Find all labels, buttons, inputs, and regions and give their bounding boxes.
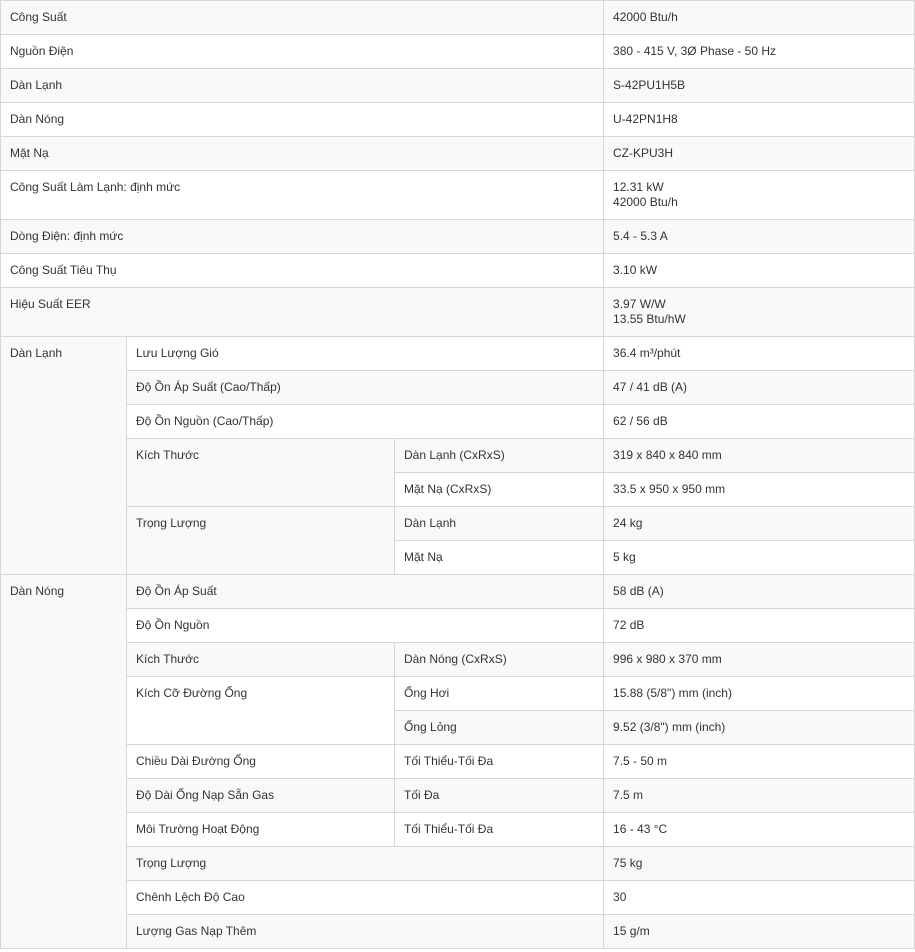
spec-value-line: 13.55 Btu/hW — [613, 312, 686, 326]
spec-value: 7.5 - 50 m — [604, 745, 915, 779]
spec-value: 319 x 840 x 840 mm — [604, 439, 915, 473]
table-row — [1, 171, 915, 220]
spec-label: Chênh Lệch Độ Cao — [127, 881, 604, 915]
table-row — [1, 677, 915, 711]
table-row — [1, 813, 915, 847]
spec-label: Chiều Dài Đường Ống — [127, 745, 395, 779]
spec-label: Độ Ồn Nguồn (Cao/Thấp) — [127, 405, 604, 439]
spec-sub-label: Dàn Nóng (CxRxS) — [395, 643, 604, 677]
spec-label: Dàn Lạnh — [1, 69, 604, 103]
spec-label: Kích Cỡ Đường Ống — [127, 677, 395, 745]
spec-value: 58 dB (A) — [604, 575, 915, 609]
table-row — [1, 337, 915, 371]
table-row — [1, 847, 915, 881]
spec-value-line: 3.97 W/W — [613, 297, 666, 311]
spec-sub-label: Ống Hơi — [395, 677, 604, 711]
spec-value: 30 — [604, 881, 915, 915]
spec-label: Môi Trường Hoạt Động — [127, 813, 395, 847]
spec-value: 15.88 (5/8") mm (inch) — [604, 677, 915, 711]
spec-label: Trọng Lượng — [127, 507, 395, 575]
spec-label: Hiệu Suất EER — [1, 288, 604, 337]
spec-value: 3.10 kW — [604, 254, 915, 288]
table-row — [1, 288, 915, 337]
spec-value: 75 kg — [604, 847, 915, 881]
table-row — [1, 220, 915, 254]
group-label-indoor: Dàn Lạnh — [1, 337, 127, 575]
spec-value: 42000 Btu/h — [604, 1, 915, 35]
spec-sub-label: Dàn Lạnh — [395, 507, 604, 541]
spec-label: Công Suất Tiêu Thụ — [1, 254, 604, 288]
table-row — [1, 575, 915, 609]
spec-label: Kích Thước — [127, 643, 395, 677]
table-row — [1, 881, 915, 915]
spec-value: 15 g/m — [604, 915, 915, 949]
spec-label: Lưu Lượng Gió — [127, 337, 604, 371]
table-row — [1, 1, 915, 35]
spec-label: Độ Ồn Nguồn — [127, 609, 604, 643]
table-row — [1, 137, 915, 171]
spec-value: 47 / 41 dB (A) — [604, 371, 915, 405]
table-row — [1, 439, 915, 473]
spec-value: 36.4 m³/phút — [604, 337, 915, 371]
spec-label: Độ Ồn Áp Suất — [127, 575, 604, 609]
spec-label: Độ Dài Ống Nạp Sẵn Gas — [127, 779, 395, 813]
table-row — [1, 103, 915, 137]
spec-value — [604, 171, 915, 220]
spec-value: 7.5 m — [604, 779, 915, 813]
spec-value: U-42PN1H8 — [604, 103, 915, 137]
table-row — [1, 405, 915, 439]
table-row — [1, 643, 915, 677]
table-row — [1, 371, 915, 405]
group-label-outdoor: Dàn Nóng — [1, 575, 127, 949]
spec-label: Kích Thước — [127, 439, 395, 507]
spec-value: 9.52 (3/8") mm (inch) — [604, 711, 915, 745]
spec-label: Công Suất — [1, 1, 604, 35]
spec-value-line: 42000 Btu/h — [613, 195, 678, 209]
table-row — [1, 915, 915, 949]
spec-sub-label: Ống Lỏng — [395, 711, 604, 745]
spec-value: 380 - 415 V, 3Ø Phase - 50 Hz — [604, 35, 915, 69]
spec-sub-label: Tối Đa — [395, 779, 604, 813]
spec-sub-label: Mặt Nạ — [395, 541, 604, 575]
table-row — [1, 745, 915, 779]
spec-label: Dàn Nóng — [1, 103, 604, 137]
spec-sub-label: Tối Thiểu-Tối Đa — [395, 813, 604, 847]
table-row — [1, 254, 915, 288]
spec-value: 16 - 43 °C — [604, 813, 915, 847]
spec-sub-label: Dàn Lạnh (CxRxS) — [395, 439, 604, 473]
spec-value: 62 / 56 dB — [604, 405, 915, 439]
spec-label: Dòng Điện: định mức — [1, 220, 604, 254]
spec-label: Lượng Gas Nạp Thêm — [127, 915, 604, 949]
spec-label: Công Suất Làm Lạnh: định mức — [1, 171, 604, 220]
spec-value: 72 dB — [604, 609, 915, 643]
spec-value: 33.5 x 950 x 950 mm — [604, 473, 915, 507]
spec-label: Mặt Nạ — [1, 137, 604, 171]
spec-label: Độ Ồn Áp Suất (Cao/Thấp) — [127, 371, 604, 405]
spec-value: 24 kg — [604, 507, 915, 541]
table-row — [1, 35, 915, 69]
spec-sub-label: Tối Thiểu-Tối Đa — [395, 745, 604, 779]
table-row — [1, 69, 915, 103]
spec-value: S-42PU1H5B — [604, 69, 915, 103]
spec-value: 996 x 980 x 370 mm — [604, 643, 915, 677]
spec-value — [604, 288, 915, 337]
table-row — [1, 609, 915, 643]
table-row — [1, 507, 915, 541]
spec-value-line: 12.31 kW — [613, 180, 664, 194]
spec-label: Nguồn Điện — [1, 35, 604, 69]
spec-value: 5 kg — [604, 541, 915, 575]
spec-value: 5.4 - 5.3 A — [604, 220, 915, 254]
spec-label: Trọng Lượng — [127, 847, 604, 881]
spec-sub-label: Mặt Nạ (CxRxS) — [395, 473, 604, 507]
spec-value: CZ-KPU3H — [604, 137, 915, 171]
table-row — [1, 779, 915, 813]
